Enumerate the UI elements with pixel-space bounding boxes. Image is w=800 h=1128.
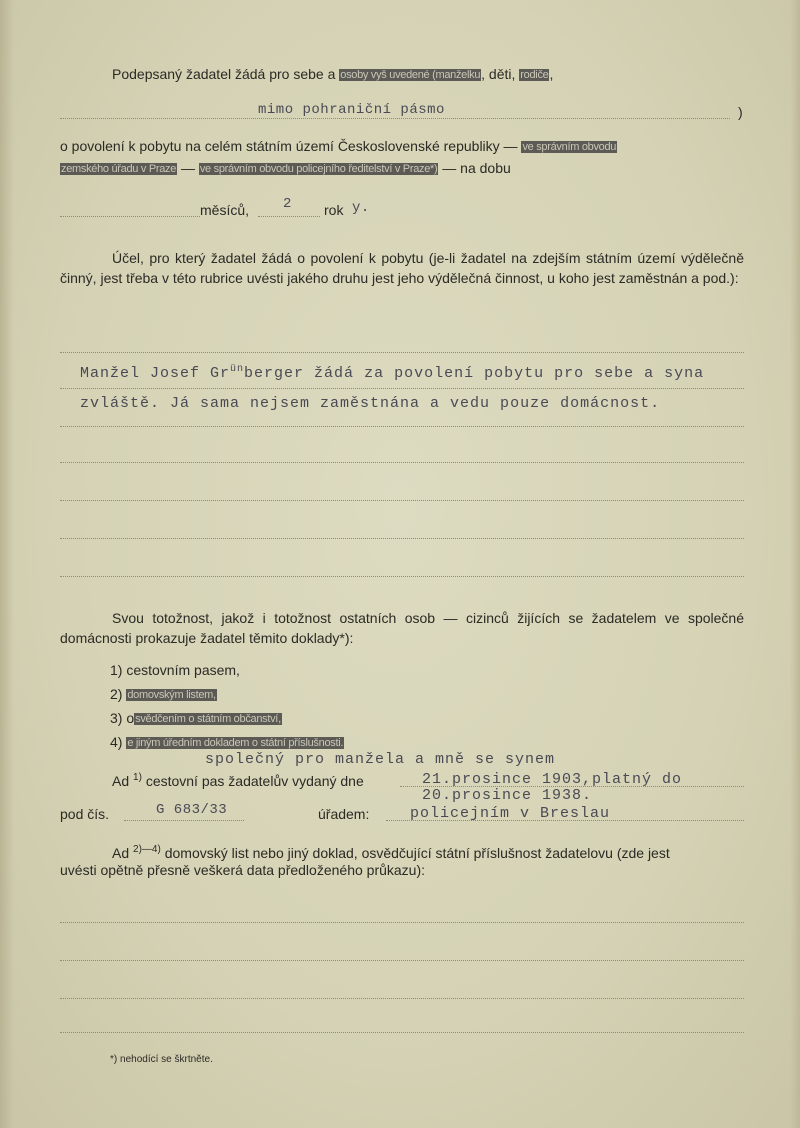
dotted-line: [60, 426, 744, 427]
paper-edge-left: [0, 0, 14, 1128]
item-number: 3): [110, 710, 123, 726]
identity-item-4: [110, 734, 344, 750]
item-number: 2): [110, 686, 123, 702]
identity-item-2: [110, 686, 217, 702]
item-number: 4): [110, 734, 123, 750]
dotted-line: [60, 538, 744, 539]
purpose-answer-line1: [80, 362, 704, 382]
ad1-date1: 21.prosince 1903,platný do: [422, 771, 683, 788]
struck-text: rodiče: [520, 69, 549, 81]
dotted-line: [60, 462, 744, 463]
years-label: rok: [324, 202, 344, 218]
struck-text: osoby vyš uvedené (manželku: [340, 69, 481, 81]
dotted-line: [60, 216, 200, 217]
ad24-line2: uvésti opětně přesně veškerá data předloženého průkazu):: [60, 862, 426, 878]
months-label: měsíců,: [200, 202, 250, 218]
dotted-line: [124, 820, 244, 821]
struck-text: svědčením o státním občanství,: [135, 713, 281, 725]
close-paren: ): [738, 104, 743, 120]
struck-text: domovským listem,: [127, 689, 216, 701]
item-number: 1): [110, 662, 123, 678]
typed-shared-note: společný pro manžela a mně se synem: [205, 751, 556, 768]
intro-line1: [112, 66, 553, 82]
office-value: policejním v Breslau: [410, 805, 611, 822]
num-value: G 683/33: [156, 802, 228, 818]
identity-intro: Svou totožnost, jakož i totožnost ostatních osob — cizinců žijících se žadatelem ve společné domácnosti prokazuje žadatel těmito doklady*):: [60, 610, 744, 646]
dotted-line: [258, 216, 320, 217]
ad24-line1: [112, 842, 670, 861]
purpose-question: Účel, pro který žadatel žádá o povolení k pobytu (je-li žadatel na zdejším státním území výdělečně činný, jest třeba v této rubrice uvésti jakého druhu jest jeho výdělečná činnost, u koho jest zaměstnán a pod.):: [60, 250, 744, 286]
intro-line4-end: — na dobu: [442, 160, 511, 176]
typed-area-value: mimo pohraniční pásmo: [258, 102, 445, 118]
ad24-text: domovský list nebo jiný doklad, osvědčující státní příslušnost žadatelovu (zde jest: [164, 845, 670, 861]
intro-line3-text: o povolení k pobytu na celém státním území Československé republiky —: [60, 138, 518, 154]
ad1-date2: 20.prosince 1938.: [422, 787, 593, 804]
identity-item-1: [110, 662, 240, 678]
num-label: pod čís.: [60, 806, 110, 822]
months-value: 2: [283, 196, 292, 212]
intro-line3: [60, 138, 617, 154]
ad1-text: cestovní pas žadatelův vydaný dne: [145, 773, 364, 789]
footnote-text: nehodící se škrtněte.: [120, 1054, 213, 1065]
struck-text: ve správním obvodu policejního ředitelství v Praze*): [199, 163, 438, 175]
answer-sup: ün: [230, 364, 245, 375]
intro-line1-prefix: Podepsaný žadatel žádá pro sebe a: [112, 66, 336, 82]
ad-label: Ad: [112, 845, 130, 861]
struck-text: zemského úřadu v Praze: [61, 163, 177, 175]
paper-edge-right: [790, 0, 800, 1128]
answer-text: berger žádá za povolení pobytu pro sebe a syna: [244, 365, 705, 382]
intro-line1-end: ,: [549, 66, 554, 82]
footnote: [110, 1054, 213, 1065]
struck-text: ve správním obvodu: [522, 141, 617, 153]
office-label: úřadem:: [318, 806, 370, 822]
years-value: y.: [352, 200, 370, 216]
dotted-line: [60, 922, 744, 923]
ad-label: Ad: [112, 773, 130, 789]
dotted-line: [60, 118, 730, 119]
struck-text: e jiným úředním dokladem o státní příslušnosti.: [127, 737, 344, 749]
intro-line4: [60, 160, 511, 176]
footnote-mark: *): [110, 1054, 118, 1065]
ad-sup: 1): [133, 772, 142, 783]
purpose-answer-line2: zvláště. Já sama nejsem zaměstnána a vedu pouze domácnost.: [80, 395, 661, 412]
item-text: cestovním pasem,: [126, 662, 240, 678]
ad-sup: 2)—4): [133, 844, 161, 855]
intro-line1-mid: , děti,: [481, 66, 516, 82]
dotted-line: [60, 500, 744, 501]
item-text: o: [126, 710, 135, 726]
dotted-line: [60, 1032, 744, 1033]
ad1-line: [112, 770, 364, 789]
dotted-line: [60, 576, 744, 577]
dotted-line: [60, 998, 744, 999]
dash: —: [180, 160, 195, 176]
identity-item-3: [110, 710, 282, 726]
dotted-line: [60, 352, 744, 353]
dotted-line: [60, 388, 744, 389]
dotted-line: [60, 960, 744, 961]
answer-text: Manžel Josef Gr: [80, 365, 231, 382]
